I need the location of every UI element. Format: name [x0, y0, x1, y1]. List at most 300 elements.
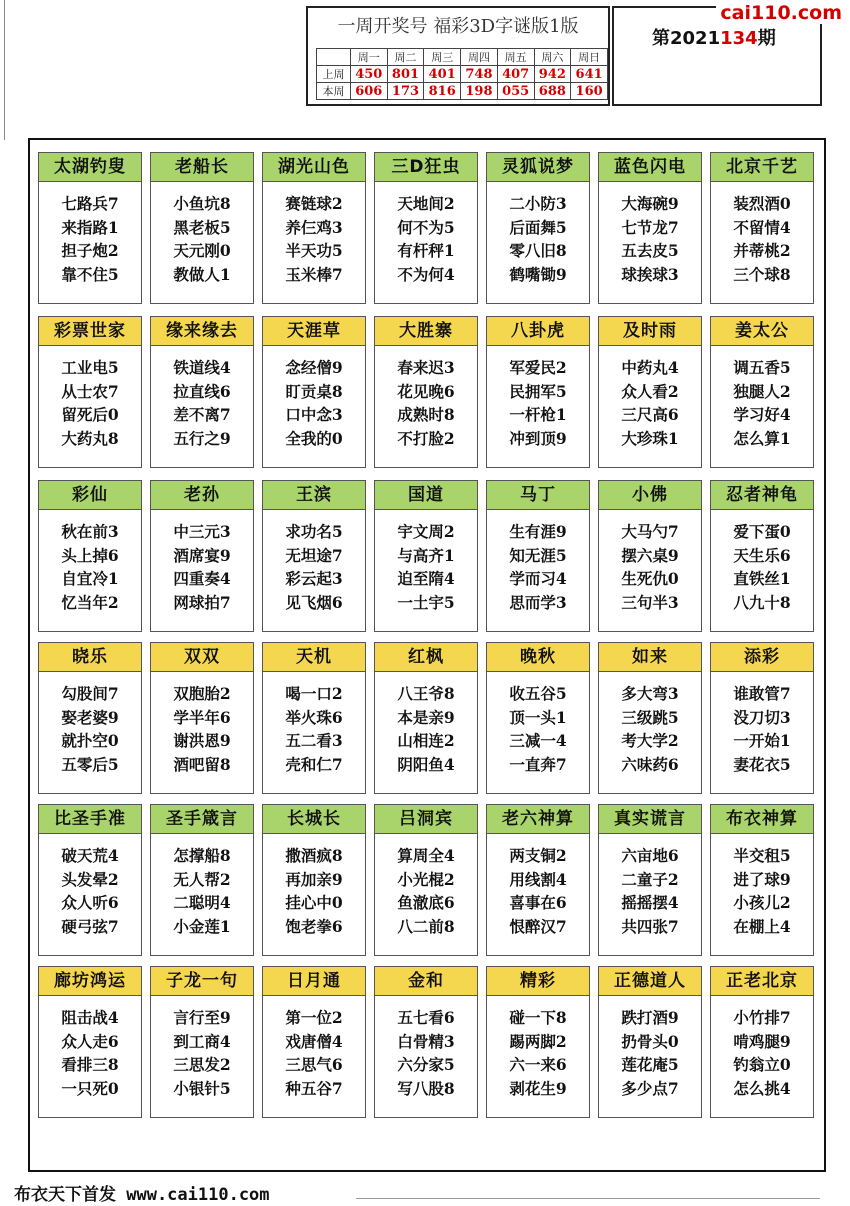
card-lines — [487, 346, 589, 450]
row-label: 本周 — [317, 83, 351, 100]
riddle-line: 铁道线4 — [173, 358, 231, 377]
riddle-line: 赛链球2 — [285, 194, 343, 213]
riddle-line: 彩云起3 — [285, 569, 343, 588]
riddle-line: 众人看2 — [621, 381, 679, 401]
card-author: 如来 — [599, 643, 701, 672]
riddle-card — [262, 152, 366, 304]
riddle-line: 共四张7 — [621, 916, 679, 936]
riddle-card — [598, 966, 702, 1118]
riddle-card — [486, 152, 590, 304]
left-edge-line — [0, 0, 5, 140]
riddle-line: 军爱民2 — [509, 358, 567, 377]
riddle-line: 剥花生9 — [509, 1078, 567, 1098]
riddle-card — [262, 316, 366, 468]
riddle-line: 顶一头1 — [509, 707, 567, 727]
card-lines — [39, 672, 141, 776]
card-author: 蓝色闪电 — [599, 153, 701, 182]
card-lines — [151, 834, 253, 938]
card-lines — [599, 834, 701, 938]
riddle-line: 多大弯3 — [621, 684, 679, 703]
riddle-line: 秋在前3 — [61, 522, 119, 541]
draw-number: 688 — [534, 83, 571, 100]
footer-text: 布衣天下首发 www.cai110.com — [14, 1185, 270, 1205]
riddle-line: 小鱼坑8 — [173, 194, 231, 213]
card-author: 精彩 — [487, 967, 589, 996]
card-author: 布衣神算 — [711, 805, 813, 834]
riddle-line: 天元刚0 — [173, 241, 231, 260]
riddle-line: 饱老拳6 — [285, 916, 343, 936]
riddle-card — [262, 642, 366, 794]
card-lines — [375, 672, 477, 776]
draw-table — [316, 48, 608, 100]
riddle-line: 四重奏4 — [173, 569, 231, 588]
riddle-line: 二聪明4 — [173, 893, 231, 912]
card-lines — [487, 996, 589, 1100]
riddle-line: 半交租5 — [733, 846, 791, 865]
issue-prefix: 第2021 — [652, 28, 721, 49]
riddle-line: 谁敢管7 — [733, 684, 791, 703]
card-author: 北京千艺 — [711, 153, 813, 182]
riddle-card — [710, 480, 814, 632]
riddle-line: 没刀切3 — [733, 707, 791, 727]
card-lines — [151, 346, 253, 450]
riddle-line: 求功名5 — [285, 522, 343, 541]
riddle-line: 直铁丝1 — [733, 569, 791, 588]
riddle-line: 大马勺7 — [621, 522, 679, 541]
card-lines — [151, 510, 253, 614]
page-title: 一周开奖号 福彩3D字谜版1版 — [337, 16, 579, 37]
card-author: 晓乐 — [39, 643, 141, 672]
card-author: 双双 — [151, 643, 253, 672]
riddle-line: 摆六桌9 — [621, 545, 679, 565]
riddle-card — [374, 152, 478, 304]
riddle-line: 怎么挑4 — [733, 1078, 791, 1098]
card-author: 八卦虎 — [487, 317, 589, 346]
card-author: 圣手箴言 — [151, 805, 253, 834]
riddle-line: 民拥军5 — [509, 381, 567, 401]
card-lines — [375, 346, 477, 450]
riddle-line: 五去皮5 — [621, 241, 679, 260]
riddle-card — [710, 316, 814, 468]
riddle-line: 三减一4 — [509, 731, 567, 750]
card-author: 王滨 — [263, 481, 365, 510]
riddle-line: 全我的0 — [285, 428, 343, 448]
card-author: 马丁 — [487, 481, 589, 510]
riddle-line: 五行之9 — [173, 428, 231, 448]
day-header: 周三 — [424, 49, 461, 66]
card-author: 添彩 — [711, 643, 813, 672]
riddle-line: 生有涯9 — [509, 522, 567, 541]
riddle-card — [374, 642, 478, 794]
riddle-line: 小光棍2 — [397, 869, 455, 889]
riddle-line: 小银针5 — [173, 1078, 231, 1098]
card-author: 大胜寨 — [375, 317, 477, 346]
riddle-line: 五二看3 — [285, 731, 343, 750]
riddle-line: 教做人1 — [173, 264, 231, 284]
riddle-line: 一开始1 — [733, 731, 791, 750]
riddle-card — [486, 966, 590, 1118]
riddle-line: 一杆枪1 — [509, 405, 567, 424]
riddle-line: 知无涯5 — [509, 545, 567, 565]
card-lines — [263, 834, 365, 938]
riddle-card — [486, 804, 590, 956]
riddle-line: 中药丸4 — [621, 358, 679, 377]
riddle-line: 思而学3 — [509, 592, 567, 612]
riddle-line: 八九十8 — [733, 592, 791, 612]
riddle-line: 撒酒疯8 — [285, 846, 343, 865]
riddle-line: 小竹排7 — [733, 1008, 791, 1027]
riddle-line: 念经僧9 — [285, 358, 343, 377]
riddle-line: 白骨精3 — [397, 1031, 455, 1051]
riddle-line: 啃鸡腿9 — [733, 1031, 791, 1051]
draw-number: 450 — [350, 66, 387, 83]
draw-number: 942 — [534, 66, 571, 83]
day-header: 周日 — [571, 49, 608, 66]
riddle-line: 自宜冷1 — [61, 569, 119, 588]
riddle-line: 鹤嘴锄9 — [509, 264, 567, 284]
riddle-line: 来指路1 — [61, 217, 119, 237]
riddle-line: 大海碗9 — [621, 194, 679, 213]
card-author: 老孙 — [151, 481, 253, 510]
riddle-card — [710, 804, 814, 956]
riddle-card — [374, 966, 478, 1118]
riddle-line: 不留情4 — [733, 217, 791, 237]
riddle-line: 喝一口2 — [285, 684, 343, 703]
card-lines — [711, 834, 813, 938]
riddle-line: 无人帮2 — [173, 869, 231, 889]
riddle-line: 妻花衣5 — [733, 754, 791, 774]
riddle-line: 写八股8 — [397, 1078, 455, 1098]
card-lines — [711, 346, 813, 450]
riddle-line: 学习好4 — [733, 405, 791, 424]
draw-number: 160 — [571, 83, 608, 100]
card-lines — [711, 672, 813, 776]
card-lines — [39, 510, 141, 614]
card-author: 比圣手准 — [39, 805, 141, 834]
card-lines — [599, 996, 701, 1100]
riddle-card — [150, 480, 254, 632]
card-author: 及时雨 — [599, 317, 701, 346]
card-author: 老六神算 — [487, 805, 589, 834]
riddle-line: 两支铜2 — [509, 846, 567, 865]
riddle-line: 戏唐僧4 — [285, 1031, 343, 1051]
riddle-line: 零八旧8 — [509, 241, 567, 260]
card-author: 灵狐说梦 — [487, 153, 589, 182]
riddle-card — [374, 316, 478, 468]
draw-number: 641 — [571, 66, 608, 83]
riddle-card — [150, 152, 254, 304]
riddle-line: 三个球8 — [733, 264, 791, 284]
card-author: 金和 — [375, 967, 477, 996]
card-author: 子龙一句 — [151, 967, 253, 996]
riddle-line: 独腿人2 — [733, 381, 791, 401]
card-author: 长城长 — [263, 805, 365, 834]
riddle-card — [38, 966, 142, 1118]
riddle-line: 八王爷8 — [397, 684, 455, 703]
card-lines — [599, 182, 701, 286]
riddle-line: 小孩儿2 — [733, 893, 791, 912]
issue-highlight: 134 — [720, 28, 758, 49]
riddle-card — [38, 804, 142, 956]
riddle-line: 酒席宴9 — [173, 545, 231, 565]
riddle-card — [150, 316, 254, 468]
riddle-line: 三级跳5 — [621, 707, 679, 727]
riddle-line: 破天荒4 — [61, 846, 119, 865]
card-author: 太湖钓叟 — [39, 153, 141, 182]
riddle-line: 五七看6 — [397, 1008, 455, 1027]
riddle-line: 小金莲1 — [173, 916, 231, 936]
riddle-line: 八二前8 — [397, 916, 455, 936]
riddle-line: 宇文周2 — [397, 522, 455, 541]
row-label: 上周 — [317, 66, 351, 83]
card-lines — [599, 672, 701, 776]
riddle-line: 生死仇0 — [621, 569, 679, 588]
riddle-line: 挂心中0 — [285, 893, 343, 912]
riddle-line: 摇摇摆4 — [621, 893, 679, 912]
riddle-line: 三尺高6 — [621, 405, 679, 424]
card-author: 湖光山色 — [263, 153, 365, 182]
card-lines — [599, 346, 701, 450]
riddle-line: 三思气6 — [285, 1055, 343, 1074]
card-lines — [711, 182, 813, 286]
riddle-line: 六一来6 — [509, 1055, 567, 1074]
card-author: 彩票世家 — [39, 317, 141, 346]
corner-cell — [317, 49, 351, 66]
card-lines — [39, 996, 141, 1100]
card-author: 吕洞宾 — [375, 805, 477, 834]
card-lines — [487, 182, 589, 286]
riddle-card — [486, 316, 590, 468]
riddle-line: 天生乐6 — [733, 545, 791, 565]
riddle-line: 六分家5 — [397, 1055, 455, 1074]
riddle-line: 碰一下8 — [509, 1008, 567, 1027]
riddle-line: 众人走6 — [61, 1031, 119, 1051]
card-lines — [263, 672, 365, 776]
card-lines — [375, 834, 477, 938]
riddle-card — [598, 480, 702, 632]
riddle-line: 莲花庵5 — [621, 1055, 679, 1074]
card-lines — [487, 672, 589, 776]
draw-number: 055 — [497, 83, 534, 100]
riddle-line: 花见晚6 — [397, 381, 455, 401]
riddle-line: 春来迟3 — [397, 358, 455, 377]
card-author: 真实谎言 — [599, 805, 701, 834]
riddle-card — [710, 642, 814, 794]
riddle-line: 一土宇5 — [397, 592, 455, 612]
card-author: 红枫 — [375, 643, 477, 672]
riddle-line: 阴阳鱼4 — [397, 754, 455, 774]
riddle-line: 留死后0 — [61, 405, 119, 424]
draw-number: 748 — [461, 66, 498, 83]
riddle-line: 鱼澈底6 — [397, 893, 455, 912]
card-lines — [487, 834, 589, 938]
day-header: 周六 — [534, 49, 571, 66]
riddle-line: 阻击战4 — [61, 1008, 119, 1027]
riddle-line: 头上掉6 — [61, 545, 119, 565]
riddle-line: 到工商4 — [173, 1031, 231, 1051]
day-header: 周四 — [461, 49, 498, 66]
riddle-line: 与高齐1 — [397, 545, 455, 565]
card-lines — [263, 996, 365, 1100]
riddle-line: 调五香5 — [733, 358, 791, 377]
riddle-line: 扔骨头0 — [621, 1031, 679, 1051]
day-header: 周二 — [387, 49, 424, 66]
card-lines — [711, 510, 813, 614]
riddle-line: 酒吧留8 — [173, 754, 231, 774]
riddle-card — [262, 966, 366, 1118]
riddle-line: 头发晕2 — [61, 869, 119, 889]
riddle-line: 七节龙7 — [621, 217, 679, 237]
riddle-line: 担子炮2 — [61, 241, 119, 260]
riddle-line: 网球拍7 — [173, 592, 231, 612]
riddle-line: 一直奔7 — [509, 754, 567, 774]
site-logo[interactable]: cai110.com — [716, 2, 846, 24]
riddle-line: 举火珠6 — [285, 707, 343, 727]
this-week-row — [317, 83, 608, 100]
riddle-card — [374, 480, 478, 632]
draw-number: 801 — [387, 66, 424, 83]
riddle-line: 天地间2 — [397, 194, 455, 213]
card-author: 缘来缘去 — [151, 317, 253, 346]
card-author: 彩仙 — [39, 481, 141, 510]
riddle-line: 三思发2 — [173, 1055, 231, 1074]
riddle-line: 娶老婆9 — [61, 707, 119, 727]
riddle-line: 盯贡桌8 — [285, 381, 343, 401]
riddle-line: 差不离7 — [173, 405, 231, 424]
riddle-line: 学而习4 — [509, 569, 567, 588]
day-header: 周五 — [497, 49, 534, 66]
riddle-line: 装烈酒0 — [733, 194, 791, 213]
riddle-grid — [28, 138, 826, 1172]
riddle-card — [38, 642, 142, 794]
riddle-line: 跌打酒9 — [621, 1008, 679, 1027]
day-header: 周一 — [350, 49, 387, 66]
riddle-line: 看排三8 — [61, 1055, 119, 1074]
riddle-line: 壳和仁7 — [285, 754, 343, 774]
riddle-line: 用线割4 — [509, 869, 567, 889]
riddle-line: 进了球9 — [733, 869, 791, 889]
riddle-line: 言行至9 — [173, 1008, 231, 1027]
card-lines — [39, 182, 141, 286]
riddle-line: 后面舞5 — [509, 217, 567, 237]
riddle-line: 就扑空0 — [61, 731, 119, 750]
riddle-line: 不打脸2 — [397, 428, 455, 448]
riddle-line: 球挨球3 — [621, 264, 679, 284]
riddle-line: 有杆秤1 — [397, 241, 455, 260]
riddle-line: 考大学2 — [621, 731, 679, 750]
riddle-line: 众人听6 — [61, 893, 119, 912]
card-lines — [151, 672, 253, 776]
card-lines — [375, 510, 477, 614]
card-author: 廊坊鸿运 — [39, 967, 141, 996]
riddle-card — [262, 804, 366, 956]
riddle-line: 算周全4 — [397, 846, 455, 865]
card-author: 日月通 — [263, 967, 365, 996]
riddle-line: 六味药6 — [621, 754, 679, 774]
card-author: 三D狂虫 — [375, 153, 477, 182]
card-lines — [711, 996, 813, 1100]
card-author: 老船长 — [151, 153, 253, 182]
riddle-line: 无坦途7 — [285, 545, 343, 565]
card-author: 正德道人 — [599, 967, 701, 996]
riddle-line: 收五谷5 — [509, 684, 567, 703]
riddle-line: 勾股间7 — [61, 684, 119, 703]
riddle-line: 怎撑船8 — [173, 846, 231, 865]
day-header-row — [317, 49, 608, 66]
riddle-card — [710, 152, 814, 304]
riddle-line: 第一位2 — [285, 1008, 343, 1027]
riddle-card — [150, 966, 254, 1118]
riddle-line: 一只死0 — [61, 1078, 119, 1098]
riddle-line: 何不为5 — [397, 217, 455, 237]
riddle-card — [262, 480, 366, 632]
draw-number: 198 — [461, 83, 498, 100]
draw-number: 606 — [350, 83, 387, 100]
riddle-card — [598, 316, 702, 468]
card-author: 忍者神龟 — [711, 481, 813, 510]
riddle-line: 恨醉汉7 — [509, 916, 567, 936]
riddle-line: 本是亲9 — [397, 707, 455, 727]
card-author: 天涯草 — [263, 317, 365, 346]
riddle-card — [598, 152, 702, 304]
card-author: 小佛 — [599, 481, 701, 510]
draw-number: 173 — [387, 83, 424, 100]
riddle-card — [374, 804, 478, 956]
card-lines — [263, 346, 365, 450]
riddle-line: 二童子2 — [621, 869, 679, 889]
riddle-line: 并蒂桃2 — [733, 241, 791, 260]
card-lines — [39, 834, 141, 938]
riddle-card — [150, 642, 254, 794]
card-lines — [375, 996, 477, 1100]
riddle-card — [710, 966, 814, 1118]
riddle-line: 在棚上4 — [733, 916, 791, 936]
card-author: 晚秋 — [487, 643, 589, 672]
riddle-line: 双胞胎2 — [173, 684, 231, 703]
issue-suffix: 期 — [757, 28, 776, 49]
riddle-line: 见飞烟6 — [285, 592, 343, 612]
card-author: 国道 — [375, 481, 477, 510]
card-lines — [151, 996, 253, 1100]
draw-number: 401 — [424, 66, 461, 83]
riddle-line: 半天功5 — [285, 241, 343, 260]
card-lines — [263, 510, 365, 614]
riddle-line: 口中念3 — [285, 405, 343, 424]
riddle-line: 再加亲9 — [285, 869, 343, 889]
last-week-row — [317, 66, 608, 83]
riddle-line: 五零后5 — [61, 754, 119, 774]
riddle-card — [38, 480, 142, 632]
riddle-line: 迫至隋4 — [397, 569, 455, 588]
riddle-line: 从士农7 — [61, 381, 119, 401]
card-author: 天机 — [263, 643, 365, 672]
riddle-card — [598, 642, 702, 794]
riddle-line: 拉直线6 — [173, 381, 231, 401]
riddle-line: 玉米棒7 — [285, 264, 343, 284]
card-lines — [375, 182, 477, 286]
card-lines — [263, 182, 365, 286]
riddle-line: 不为何4 — [397, 264, 455, 284]
card-author: 姜太公 — [711, 317, 813, 346]
card-author: 正老北京 — [711, 967, 813, 996]
riddle-line: 大珍珠1 — [621, 428, 679, 448]
card-lines — [151, 182, 253, 286]
draw-number: 816 — [424, 83, 461, 100]
riddle-line: 三句半3 — [621, 592, 679, 612]
riddle-line: 多少点7 — [621, 1078, 679, 1098]
riddle-line: 喜事在6 — [509, 893, 567, 912]
riddle-line: 成熟时8 — [397, 405, 455, 424]
